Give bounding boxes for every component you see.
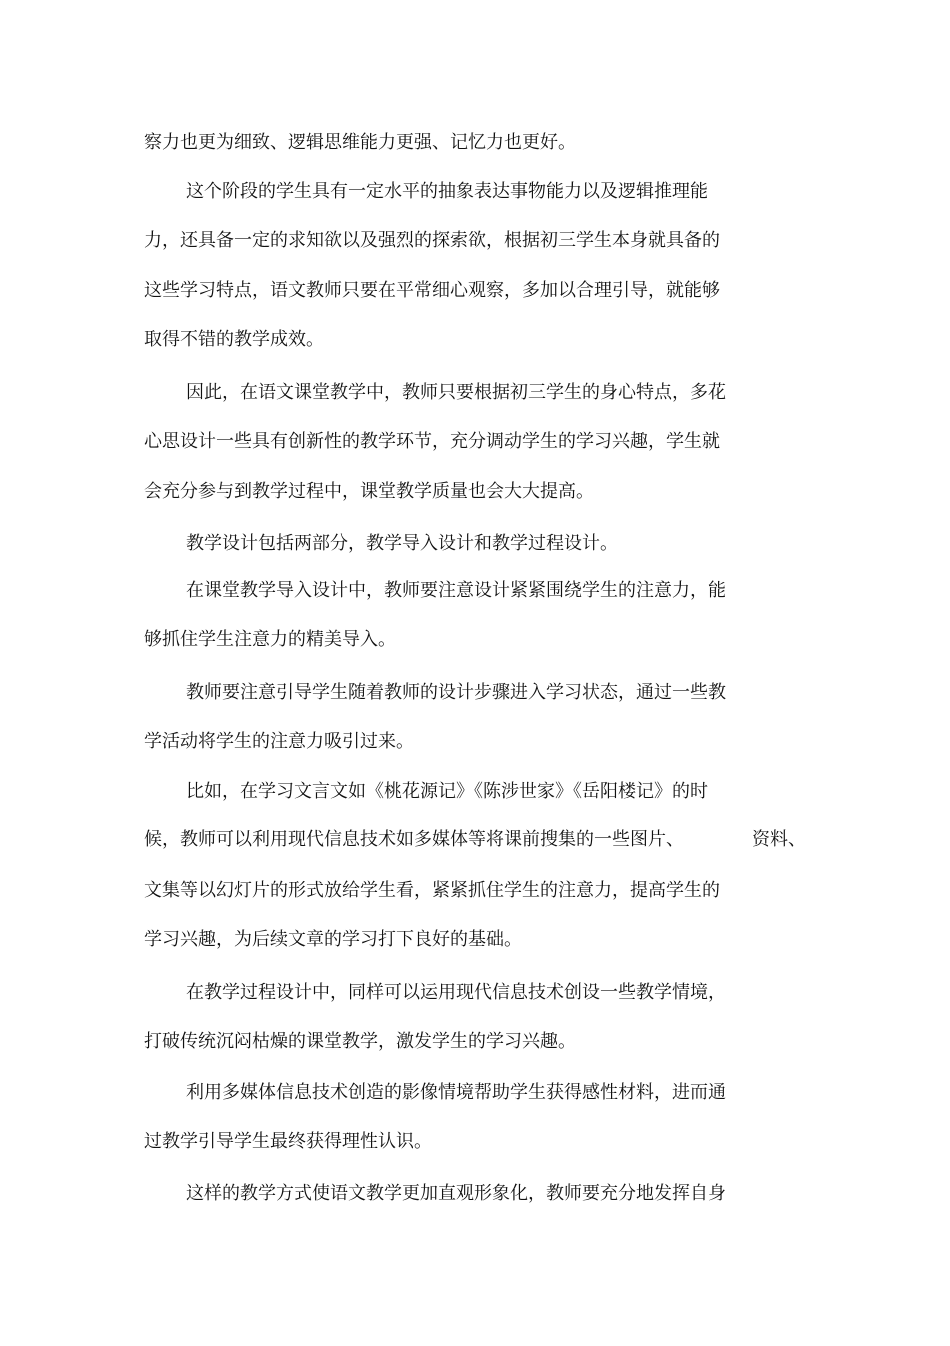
text-line: 比如，在学习文言文如《桃花源记》《陈涉世家》《岳阳楼记》的时 [186,781,708,802]
text-line: 因此，在语文课堂教学中，教师只要根据初三学生的身心特点，多花 [186,382,726,403]
text-line: 这个阶段的学生具有一定水平的抽象表达事物能力以及逻辑推理能 [186,181,708,202]
text-line: 资料、 [752,829,806,850]
text-line: 心思设计一些具有创新性的教学环节，充分调动学生的学习兴趣，学生就 [144,431,720,452]
text-line: 会充分参与到教学过程中，课堂教学质量也会大大提高。 [144,481,594,502]
text-line: 打破传统沉闷枯燥的课堂教学，激发学生的学习兴趣。 [144,1031,576,1052]
text-line: 这样的教学方式使语文教学更加直观形象化，教师要充分地发挥自身 [186,1183,726,1204]
text-line: 力，还具备一定的求知欲以及强烈的探索欲，根据初三学生本身就具备的 [144,230,720,251]
text-line: 教学设计包括两部分，教学导入设计和教学过程设计。 [186,533,618,554]
text-line: 候，教师可以利用现代信息技术如多媒体等将课前搜集的一些图片、 [144,829,684,850]
text-line: 文集等以幻灯片的形式放给学生看，紧紧抓住学生的注意力，提高学生的 [144,880,720,901]
text-line: 学习兴趣，为后续文章的学习打下良好的基础。 [144,929,522,950]
text-line: 利用多媒体信息技术创造的影像情境帮助学生获得感性材料，进而通 [186,1082,726,1103]
text-line: 学活动将学生的注意力吸引过来。 [144,731,414,752]
text-line: 教师要注意引导学生随着教师的设计步骤进入学习状态，通过一些教 [186,682,726,703]
text-line: 在课堂教学导入设计中，教师要注意设计紧紧围绕学生的注意力，能 [186,580,726,601]
text-line: 取得不错的教学成效。 [144,329,324,350]
text-line: 过教学引导学生最终获得理性认识。 [144,1131,432,1152]
text-line: 够抓住学生注意力的精美导入。 [144,629,396,650]
text-line: 在教学过程设计中，同样可以运用现代信息技术创设一些教学情境， [186,982,726,1003]
text-line: 这些学习特点，语文教师只要在平常细心观察，多加以合理引导，就能够 [144,280,720,301]
text-line: 察力也更为细致、逻辑思维能力更强、记忆力也更好。 [144,132,576,153]
